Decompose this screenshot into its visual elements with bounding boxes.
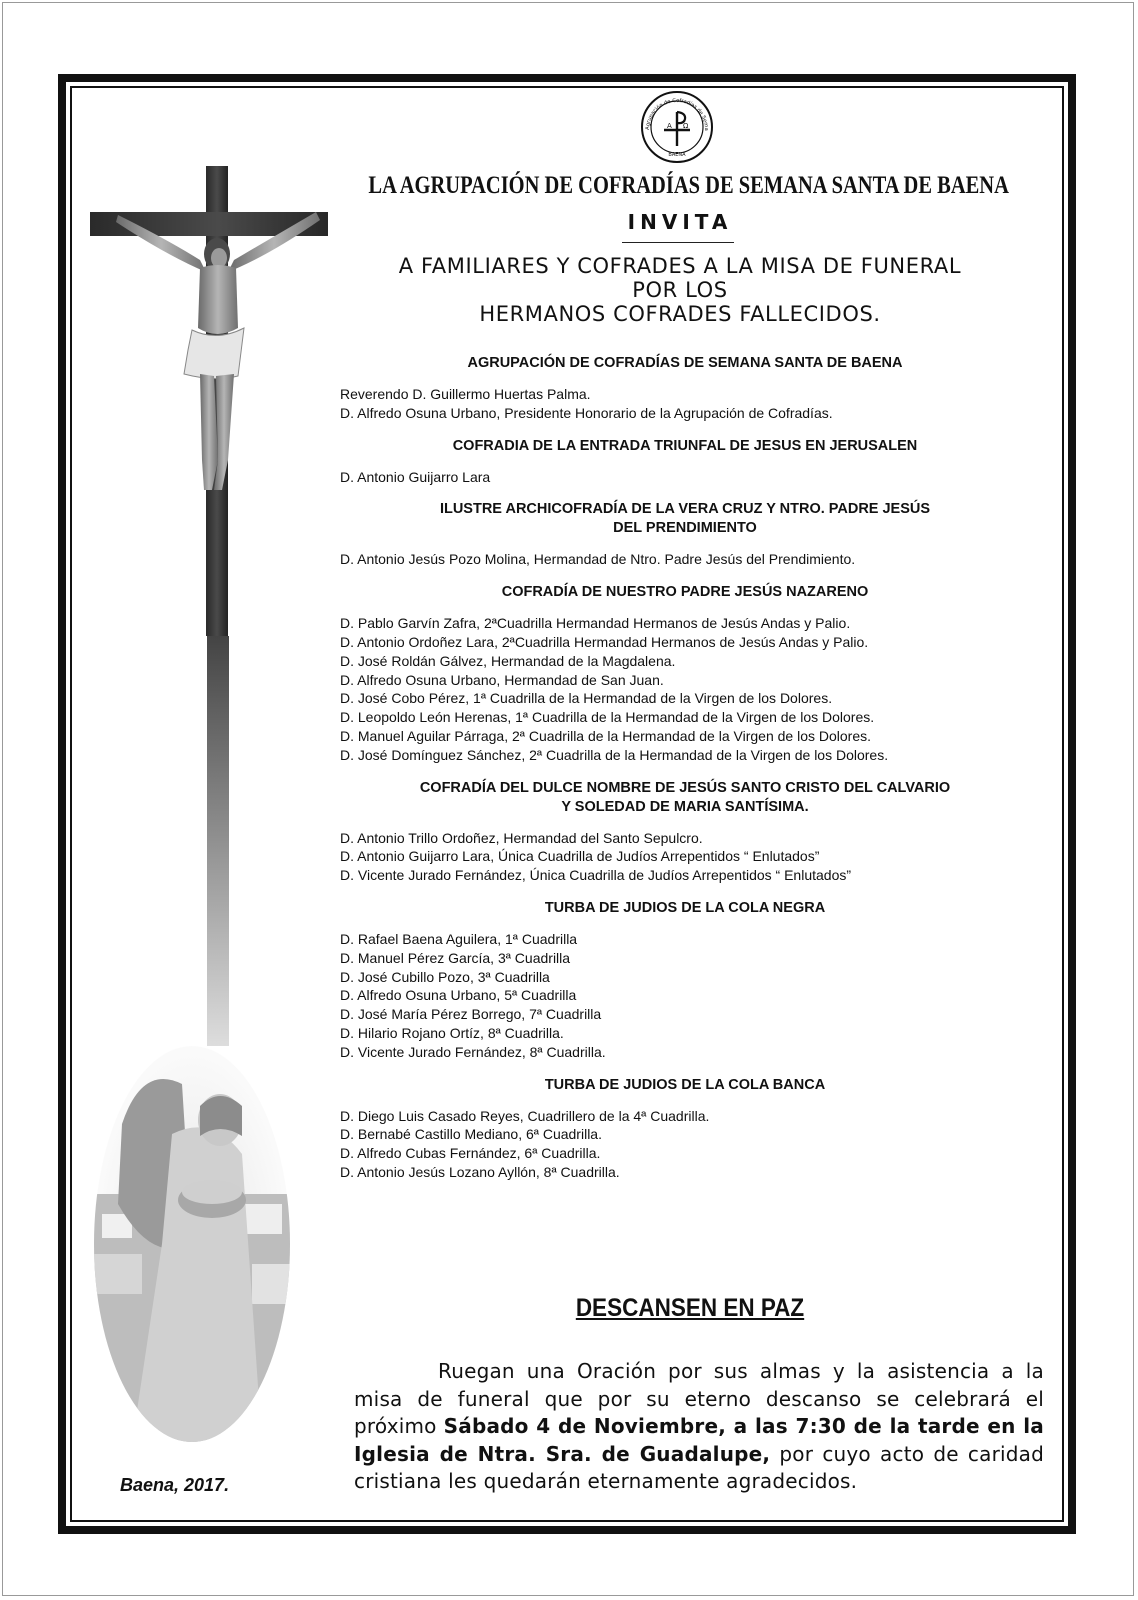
section-title-line: TURBA DE JUDIOS DE LA COLA NEGRA [544,899,826,916]
divider-rule [622,242,734,243]
prayer-paragraph [354,1358,1044,1496]
section-title-line: TURBA DE JUDIOS DE LA COLA BANCA [544,1076,826,1093]
section-title-line: COFRADÍA DEL DULCE NOMBRE DE JESÚS SANTO CRISTO DEL CALVARIO [419,779,951,796]
prayer-date-location: Sábado 4 de Noviembre, a las 7:30 de la tarde en la Iglesia de Ntra. Sra. de Guadalupe, [354,1414,1044,1466]
section-title [340,437,1030,456]
section-title [340,583,1030,602]
section-dulce-nombre [340,779,1030,885]
deceased-list [340,354,1030,1196]
section-title [340,500,1030,538]
list-item: D. Antonio Guijarro Lara, Única Cuadrilla de Judíos Arrepentidos “ Enlutados” [340,848,820,865]
list-item: D. Bernabé Castillo Mediano, 6ª Cuadrilla. [340,1126,602,1143]
list-item: D. Antonio Ordoñez Lara, 2ªCuadrilla Hermandad Hermanos de Jesús Andas y Palio. [340,633,869,650]
list-item: D. Vicente Jurado Fernández, 8ª Cuadrilla. [340,1043,606,1060]
section-title [340,354,1030,373]
list-item: D. Antonio Trillo Ordoñez, Hermandad del Santo Sepulcro. [340,829,703,846]
names-block [340,1107,1030,1182]
list-item: D. Manuel Aguilar Párraga, 2ª Cuadrilla de la Hermandad de la Virgen de los Dolores. [340,727,871,744]
names-block [340,468,1030,487]
section-title [340,779,1030,817]
list-item: D. Hilario Rojano Ortíz, 8ª Cuadrilla. [340,1024,564,1041]
section-title-line: AGRUPACIÓN DE COFRADÍAS DE SEMANA SANTA DE BAENA [467,355,903,371]
list-item: D. Alfredo Osuna Urbano, Hermandad de San Juan. [340,671,664,688]
section-cola-banca [340,1076,1030,1182]
invitation-line: POR LOS [632,278,728,302]
list-item: D. Antonio Jesús Lozano Ayllón, 8ª Cuadrilla. [340,1163,620,1180]
list-item: D. Alfredo Cubas Fernández, 6ª Cuadrilla. [340,1145,601,1162]
svg-text:Agrupación de Cofradías de Sem: Agrupación de Cofradías de Sema [644,97,710,131]
svg-text:Ω: Ω [683,122,689,130]
invita-title: INVITA [627,210,733,234]
list-item: D. Alfredo Osuna Urbano, 5ª Cuadrilla [340,987,577,1004]
svg-text:BAENA: BAENA [668,152,686,158]
list-item: D. José María Pérez Borrego, 7ª Cuadrilla [340,1006,602,1023]
names-block [340,614,1030,764]
list-item: D. José Roldán Gálvez, Hermandad de la Magdalena. [340,652,676,669]
list-item: D. José Domínguez Sánchez, 2ª Cuadrilla de la Hermandad de la Virgen de los Dolores. [340,746,889,763]
list-item: D. Antonio Jesús Pozo Molina, Hermandad de Ntro. Padre Jesús del Prendimiento. [340,551,856,568]
list-item: D. Alfredo Osuna Urbano, Presidente Honorario de la Agrupación de Cofradías. [340,404,833,421]
section-vera-cruz [340,500,1030,569]
list-item: D. Diego Luis Casado Reyes, Cuadrillero de la 4ª Cuadrilla. [340,1107,710,1124]
section-title-line: ILUSTRE ARCHICOFRADÍA DE LA VERA CRUZ Y NTRO. PADRE JESÚS [439,501,931,518]
list-item: D. José Cobo Pérez, 1ª Cuadrilla de la Hermandad de la Virgen de los Dolores. [340,690,833,707]
prayer-text-start: Ruegan una Oración por sus almas y la asistencia a la misa de funeral que por su eterno descanso se celebrará el próximo [354,1359,1044,1438]
section-title [340,1076,1030,1095]
section-title-line: COFRADÍA DE NUESTRO PADRE JESÚS NAZARENO [501,584,869,601]
names-block [340,550,1030,569]
list-item: D. Rafael Baena Aguilera, 1ª Cuadrilla [340,930,578,947]
section-agrupacion [340,354,1030,423]
list-item: D. Vicente Jurado Fernández, Única Cuadrilla de Judíos Arrepentidos “ Enlutados” [340,867,852,884]
section-entrada-triunfal [340,437,1030,487]
list-item: D. Leopoldo León Herenas, 1ª Cuadrilla de la Hermandad de la Virgen de los Dolores. [340,709,875,726]
section-cola-negra [340,899,1030,1062]
names-block [340,930,1030,1062]
invitation-text [320,254,1040,326]
list-item: D. José Cubillo Pozo, 3ª Cuadrilla [340,968,550,985]
prayer-text-end: por cuyo acto de caridad cristiana les quedarán eternamente agradecidos. [354,1441,1044,1493]
invitation-line: HERMANOS COFRADES FALLECIDOS. [479,302,881,326]
section-title-line: Y SOLEDAD DE MARIA SANTÍSIMA. [561,798,809,815]
names-block [340,829,1030,885]
section-title [340,899,1030,918]
agrupacion-emblem-icon [640,90,714,164]
list-item: Reverendo D. Guillermo Huertas Palma. [340,386,591,402]
section-title-line: DEL PRENDIMIENTO [613,520,757,537]
section-title-line: COFRADIA DE LA ENTRADA TRIUNFAL DE JESUS EN JERUSALEN [452,437,918,454]
section-nazareno [340,583,1030,764]
list-item: D. Antonio Guijarro Lara [340,468,491,485]
names-block [340,385,1030,423]
invitation-line: A FAMILIARES Y COFRADES A LA MISA DE FUNERAL [398,254,962,278]
crucifix-image [88,160,328,1080]
headline: LA AGRUPACIÓN DE COFRADÍAS DE SEMANA SANTA DE BAENA [368,172,1009,199]
list-item: D. Manuel Pérez García, 3ª Cuadrilla [340,949,571,966]
rip-heading: DESCANSEN EN PAZ [575,1294,805,1322]
svg-text:A: A [667,122,672,130]
list-item: D. Pablo Garvín Zafra, 2ªCuadrilla Hermandad Hermanos de Jesús Andas y Palio. [340,615,851,632]
footer-date: Baena, 2017. [120,1475,230,1495]
angel-statue-image [92,1044,292,1444]
